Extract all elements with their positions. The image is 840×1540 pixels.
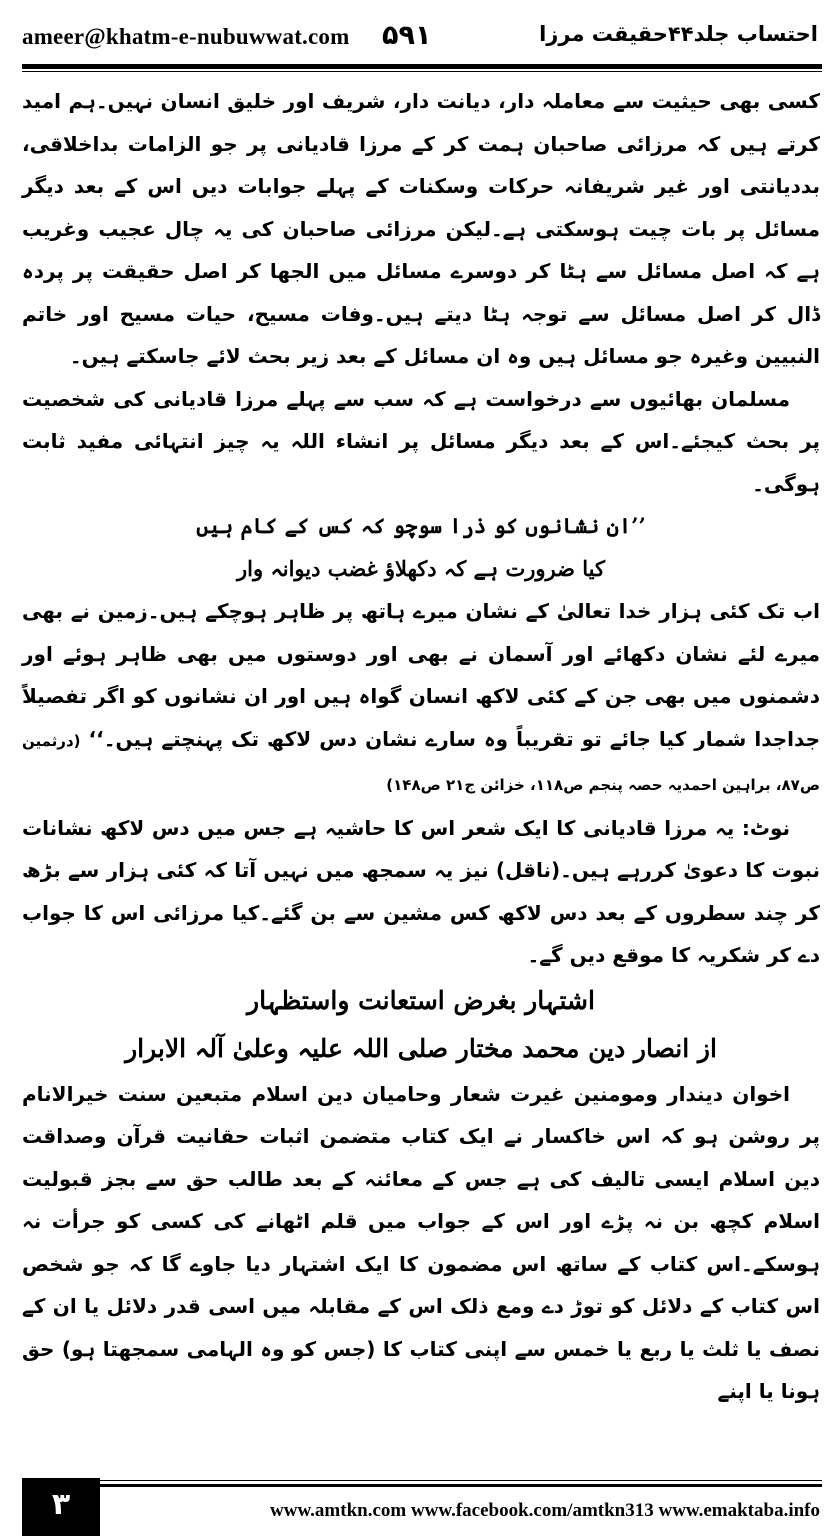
citation-reference: (درثمین ص۸۷، براہین احمدیہ حصہ پنجم ص۱۱۸، خزائن ج۲۱ ص۱۴۸) <box>22 731 820 794</box>
header-rule-thick <box>22 64 822 69</box>
paragraph-1: کسی بھی حیثیت سے معاملہ دار، دیانت دار، شریف اور خلیق انسان نہیں۔ہم امید کرتے ہیں کہ مرزائی صاحبان ہمت کر کے مرزا قادیانی پر جو الزامات بداخلاقی، بددیانتی اور غیر شریفانہ حرکات وسکنات کے پہلے جوابات دیں اس کے بعد دیگر مسائل پر بات چیت ہوسکتی ہے۔لیکن مرزائی صاحبان کی یہ چال عجیب وغریب ہے کہ اصل مسائل سے ہٹا کر دوسرے مسائل میں الجھا کر اصل حقیقت پر پردہ ڈال کر اصل مسائل سے توجہ ہٹا دیتے ہیں۔وفات مسیح، حیات مسیح اور خاتم النبیین وغیرہ جو مسائل ہیں وہ ان مسائل کے بعد زیر بحث لائے جاسکتے ہیں۔ <box>22 89 820 368</box>
paragraph-3-text: اب تک کئی ہزار خدا تعالیٰ کے نشان میرے ہاتھ پر ظاہر ہوچکے ہیں۔زمین نے بھی میرے لئے نشان دکھائے اور آسمان نے بھی اور دوستوں میں بھی ظاہر ہوئے اور دشمنوں میں بھی جن کے کئی لاکھ انسان گواہ ہیں اور ان نشانوں کو اگر تفصیلاً جداجدا شمار کیا جائے تو تقریباً وہ سارے نشان دس لاکھ تک پہنچتے ہیں۔‘‘ <box>22 599 820 751</box>
verse-line-1: ’’ان نشانوں کو ذرا سوچو کہ کس کے کام ہیں <box>196 513 646 538</box>
paragraph-4: نوٹ: یہ مرزا قادیانی کا ایک شعر اس کا حاشیہ ہے جس میں دس لاکھ نشانات نبوت کا دعویٰ کررہے ہیں۔(ناقل) نیز یہ سمجھ میں نہیں آتا کہ کئی ہزار سے بڑھ کر چند سطروں کے بعد دس لاکھ کس مشین سے بن گئے۔کیا مرزائی اس کا جواب دے کر شکریہ کا موقع دیں گے۔ <box>22 815 820 967</box>
header-title: احتساب جلد۴۴حقیقت مرزا <box>539 22 818 46</box>
page-header <box>0 0 840 62</box>
footer-rule-thick <box>22 1484 822 1487</box>
paragraph-3 <box>22 590 820 807</box>
page-body <box>22 80 820 1468</box>
footer-page-number: ۳ <box>22 1478 100 1536</box>
paragraph-2: مسلمان بھائیوں سے درخواست ہے کہ سب سے پہلے مرزا قادیانی کی شخصیت پر بحث کیجئے۔اس کے بعد دیگر مسائل پر انشاء اللہ یہ چیز انتہائی مفید ثابت ہوگی۔ <box>22 386 820 496</box>
section-heading-1: اشتہار بغرض استعانت واستظہار <box>247 985 595 1015</box>
footer-links: www.amtkn.com www.facebook.com/amtkn313 www.emaktaba.info <box>270 1500 820 1521</box>
paragraph-5: اخوان دیندار ومومنین غیرت شعار وحامیان دین اسلام متبعین سنت خیرالانام پر روشن ہو کہ اس خاکسار نے ایک کتاب متضمن اثبات حقانیت قرآن وصداقت دین اسلام ایسی تالیف کی ہے جس کے معائنہ کے بعد طالب حق سے بجز قبولیت اسلام کچھ بن نہ پڑے اور اس کے جواب میں قلم اٹھانے کی کسی کو جرأت نہ ہوسکے۔اس کتاب کے ساتھ اس مضمون کا ایک اشتہار دیا جاوے گا کہ جو شخص اس کتاب کے دلائل کو توڑ دے ومع ذلک اس کے مقابلہ میں اسی قدر دلائل یا ان کے نصف یا ثلث یا ربع یا خمس سے اپنی کتاب کا (جس کو وہ الہامی سمجھتا ہو) حق ہونا یا اپنے <box>22 1081 820 1403</box>
footer-rule-thin <box>22 1480 822 1481</box>
header-rule-thin <box>22 71 822 72</box>
header-email: ameer@khatm-e-nubuwwat.com <box>22 24 350 49</box>
section-heading-2: از انصار دین محمد مختار صلی اللہ علیہ وعلیٰ آلہ الابرار <box>125 1033 717 1063</box>
header-page-number: ۵۹۱ <box>382 20 432 51</box>
verse-line-2: کیا ضرورت ہے کہ دکھلاؤ غضب دیوانہ وار <box>237 555 605 581</box>
